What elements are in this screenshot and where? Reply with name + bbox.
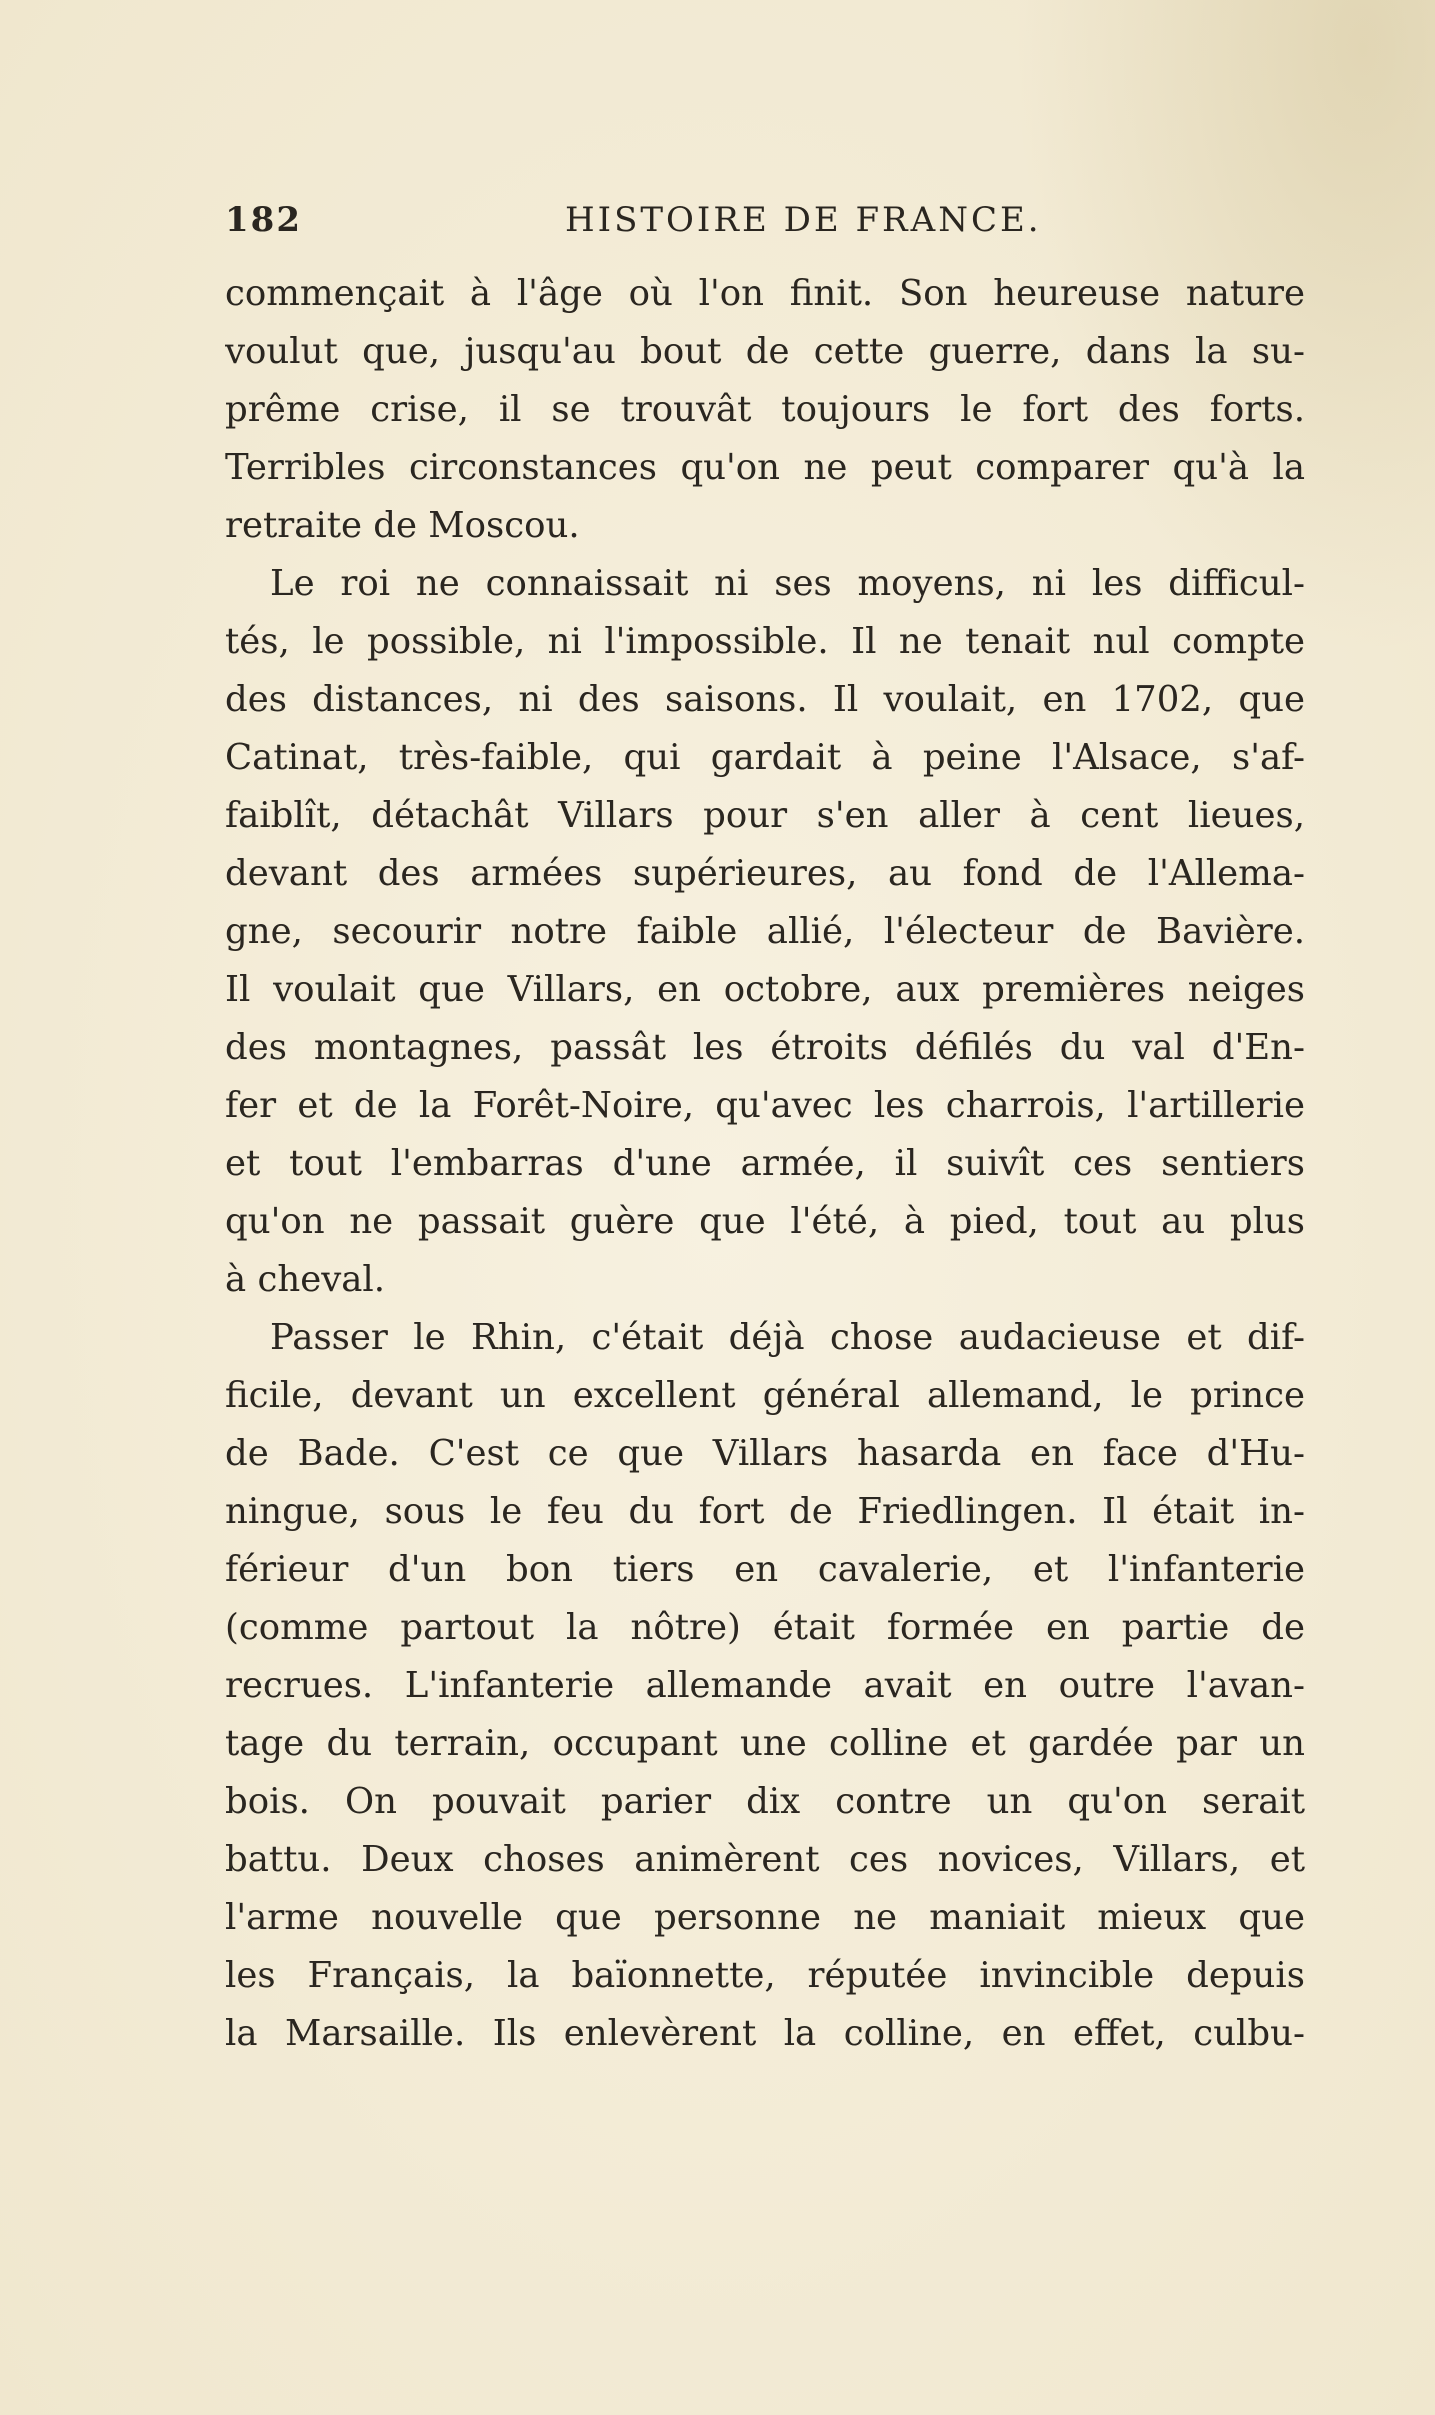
book-title: HISTOIRE DE FRANCE. bbox=[565, 200, 1042, 240]
text-line: qu'on ne passait guère que l'été, à pied, tout au plus bbox=[225, 1201, 1305, 1242]
text-line: tés, le possible, ni l'impossible. Il ne tenait nul compte bbox=[225, 621, 1305, 662]
text-line: des distances, ni des saisons. Il voulait, en 1702, que bbox=[225, 679, 1305, 720]
text-line: prême crise, il se trouvât toujours le fort des forts. bbox=[225, 389, 1305, 430]
text-line: fer et de la Forêt-Noire, qu'avec les charrois, l'artillerie bbox=[225, 1085, 1305, 1126]
text-line: commençait à l'âge où l'on finit. Son heureuse nature bbox=[225, 273, 1305, 314]
text-line: gne, secourir notre faible allié, l'électeur de Bavière. bbox=[225, 911, 1305, 952]
text-line: bois. On pouvait parier dix contre un qu'on serait bbox=[225, 1781, 1305, 1822]
text-line: Terribles circonstances qu'on ne peut comparer qu'à la bbox=[225, 447, 1305, 488]
text-line: l'arme nouvelle que personne ne maniait mieux que bbox=[225, 1897, 1305, 1938]
body-text bbox=[225, 265, 1305, 2063]
text-line: de Bade. C'est ce que Villars hasarda en face d'Hu- bbox=[225, 1433, 1305, 1474]
text-line: tage du terrain, occupant une colline et gardée par un bbox=[225, 1723, 1305, 1764]
text-line: la Marsaille. Ils enlevèrent la colline, en effet, culbu- bbox=[225, 2013, 1305, 2054]
text-line: battu. Deux choses animèrent ces novices, Villars, et bbox=[225, 1839, 1305, 1880]
page-number: 182 bbox=[225, 200, 302, 240]
text-line: ficile, devant un excellent général allemand, le prince bbox=[225, 1375, 1305, 1416]
text-line: voulut que, jusqu'au bout de cette guerre, dans la su- bbox=[225, 331, 1305, 372]
text-line: retraite de Moscou. bbox=[225, 505, 580, 546]
text-line: ningue, sous le feu du fort de Friedlingen. Il était in- bbox=[225, 1491, 1305, 1532]
text-line: devant des armées supérieures, au fond de l'Allema- bbox=[225, 853, 1305, 894]
text-line: Passer le Rhin, c'était déjà chose audacieuse et dif- bbox=[270, 1317, 1305, 1358]
text-line: des montagnes, passât les étroits défilés du val d'En- bbox=[225, 1027, 1305, 1068]
text-line: Il voulait que Villars, en octobre, aux premières neiges bbox=[225, 969, 1305, 1010]
text-line: recrues. L'infanterie allemande avait en outre l'avan- bbox=[225, 1665, 1305, 1706]
text-line: à cheval. bbox=[225, 1259, 386, 1300]
text-line: Le roi ne connaissait ni ses moyens, ni les difficul- bbox=[270, 563, 1305, 604]
text-line: férieur d'un bon tiers en cavalerie, et l'infanterie bbox=[225, 1549, 1305, 1590]
running-head bbox=[225, 200, 1305, 250]
text-line: (comme partout la nôtre) était formée en partie de bbox=[225, 1607, 1305, 1648]
text-line: les Français, la baïonnette, réputée invincible depuis bbox=[225, 1955, 1305, 1996]
text-line: faiblît, détachât Villars pour s'en aller à cent lieues, bbox=[225, 795, 1305, 836]
text-line: et tout l'embarras d'une armée, il suivît ces sentiers bbox=[225, 1143, 1305, 1184]
text-line: Catinat, très-faible, qui gardait à peine l'Alsace, s'af- bbox=[225, 737, 1305, 778]
